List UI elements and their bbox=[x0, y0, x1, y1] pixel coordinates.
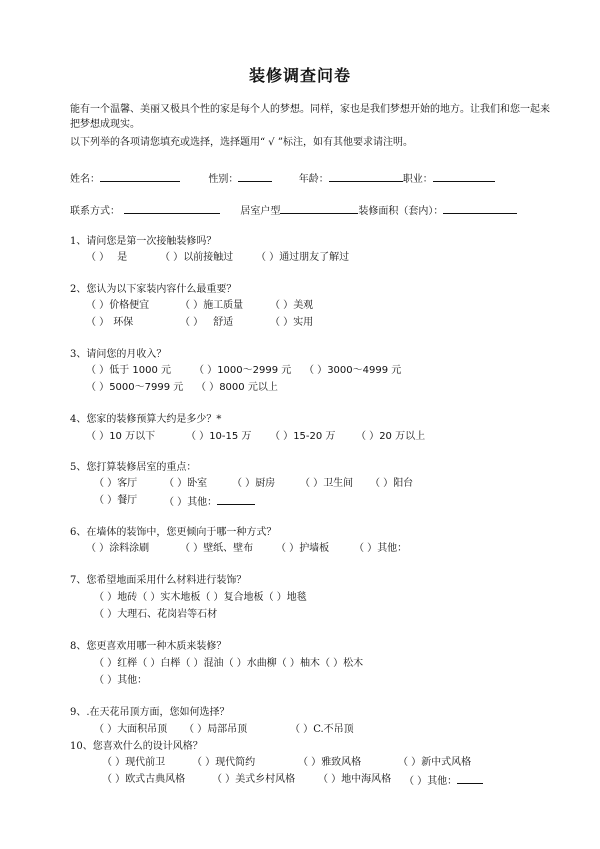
option[interactable]: （ ）5000～7999 元 bbox=[86, 382, 184, 393]
age-label: 年龄： bbox=[298, 174, 329, 185]
question-3: 3、请问您的月收入？ bbox=[70, 349, 167, 360]
option[interactable]: （ ）大理石、花岗岩等石材 bbox=[94, 609, 218, 620]
question-9: 9、.在天花吊顶方面，您如何选择？ bbox=[70, 707, 230, 718]
option[interactable]: （ ）现代前卫 bbox=[102, 757, 166, 768]
option[interactable]: （ ）客厅 bbox=[94, 478, 138, 489]
name-field[interactable] bbox=[100, 171, 180, 182]
option[interactable]: （ ）通过朋友了解过 bbox=[256, 252, 350, 263]
option[interactable]: （ ）阳台 bbox=[370, 478, 414, 489]
option[interactable]: （ ）欧式古典风格 bbox=[102, 774, 186, 785]
contact-field[interactable] bbox=[124, 203, 220, 214]
job-label: 职业： bbox=[402, 174, 433, 185]
question-7: 7、您希望地面采用什么材料进行装饰？ bbox=[70, 575, 247, 586]
option[interactable]: （ ） 环保 bbox=[86, 317, 134, 328]
other-field[interactable] bbox=[217, 494, 255, 505]
option[interactable]: （ ）大面积吊顶 bbox=[94, 724, 168, 735]
question-4: 4、您家的装修预算大约是多少？* bbox=[70, 414, 222, 425]
option[interactable]: （ ）15-20 万 bbox=[270, 431, 336, 442]
option[interactable]: （ ）局部吊顶 bbox=[184, 724, 248, 735]
option[interactable]: （ ）10-15 万 bbox=[186, 431, 252, 442]
question-6: 6、在墙体的装饰中，您更倾向于哪一种方式？ bbox=[70, 527, 277, 538]
info-row-2 bbox=[70, 203, 517, 219]
contact-label: 联系方式： bbox=[70, 206, 120, 217]
option[interactable]: （ ）卫生间 bbox=[300, 478, 354, 489]
info-row-1 bbox=[70, 171, 495, 187]
option[interactable]: （ ）其他： bbox=[164, 494, 255, 510]
option[interactable]: （ ） 舒适 bbox=[180, 317, 234, 328]
name-label: 姓名： bbox=[70, 174, 100, 185]
option[interactable]: （ ）20 万以上 bbox=[356, 431, 426, 442]
question-2: 2、您认为以下家装内容什么最重要？ bbox=[70, 284, 237, 295]
option[interactable]: （ ）价格便宜 bbox=[86, 300, 150, 311]
option[interactable]: （ ）地中海风格 bbox=[318, 774, 392, 785]
house-type-field[interactable] bbox=[280, 203, 358, 214]
option[interactable]: （ ）护墙板 bbox=[276, 543, 330, 554]
option[interactable]: （ ）餐厅 bbox=[94, 495, 138, 506]
job-field[interactable] bbox=[433, 171, 495, 182]
question-10: 10、您喜欢什么的设计风格？ bbox=[70, 741, 203, 752]
option[interactable]: （ ）C.不吊顶 bbox=[290, 724, 354, 735]
option[interactable]: （ ）美式乡村风格 bbox=[212, 774, 296, 785]
question-1: 1、请问您是第一次接触装修吗？ bbox=[70, 236, 217, 247]
page-title: 装修调查问卷 bbox=[248, 66, 351, 85]
house-type-label: 居室户型 bbox=[240, 206, 281, 217]
area-field[interactable] bbox=[443, 203, 517, 214]
option[interactable]: （ ）其他： bbox=[354, 543, 408, 554]
question-8: 8、您更喜欢用哪一种木质来装修？ bbox=[70, 641, 227, 652]
gender-label: 性别： bbox=[208, 174, 239, 185]
option[interactable]: （ ）施工质量 bbox=[180, 300, 244, 311]
option[interactable]: （ ）地砖（ ）实木地板（ ）复合地板（ ）地毯 bbox=[94, 592, 307, 603]
age-field[interactable] bbox=[329, 171, 403, 182]
intro-paragraph: 能有一个温馨、美丽又极具个性的家是每个人的梦想。同样，家也是我们梦想开始的地方。让我们和您一起来把梦想成现实。 bbox=[70, 104, 550, 130]
other-field[interactable] bbox=[457, 773, 483, 784]
option[interactable]: （ ）现代简约 bbox=[192, 757, 256, 768]
option[interactable]: （ ）低于 1000 元 bbox=[86, 365, 171, 376]
option[interactable]: （ ） 是 bbox=[86, 252, 128, 263]
option[interactable]: （ ）3000～4999 元 bbox=[304, 365, 402, 376]
option[interactable]: （ ）1000～2999 元 bbox=[194, 365, 292, 376]
option[interactable]: （ ）实用 bbox=[270, 317, 314, 328]
option[interactable]: （ ）美观 bbox=[270, 300, 314, 311]
option[interactable]: （ ）其他： bbox=[404, 773, 483, 789]
option[interactable]: （ ）涂料涂刷 bbox=[86, 543, 150, 554]
option[interactable]: （ ）8000 元以上 bbox=[196, 382, 278, 393]
option[interactable]: （ ）以前接触过 bbox=[160, 252, 234, 263]
option[interactable]: （ ）厨房 bbox=[232, 478, 276, 489]
question-5: 5、您打算装修居室的重点： bbox=[70, 462, 197, 473]
option[interactable]: （ ）雅致风格 bbox=[298, 757, 362, 768]
option[interactable]: （ ）壁纸、壁布 bbox=[180, 543, 254, 554]
intro-instructions: 以下列举的各项请您填充或选择，选择题用“ √ ”标注，如有其他要求请注明。 bbox=[70, 137, 413, 148]
option[interactable]: （ ）卧室 bbox=[164, 478, 208, 489]
area-label: 装修面积（套内）： bbox=[358, 206, 444, 217]
option[interactable]: （ ）新中式风格 bbox=[398, 757, 472, 768]
option[interactable]: （ ）红榉（ ）白榉（ ）混油（ ）水曲柳（ ）柚木（ ）松木 bbox=[94, 658, 364, 669]
option[interactable]: （ ）10 万以下 bbox=[86, 431, 156, 442]
gender-field[interactable] bbox=[238, 171, 272, 182]
option[interactable]: （ ）其他： bbox=[94, 675, 148, 686]
